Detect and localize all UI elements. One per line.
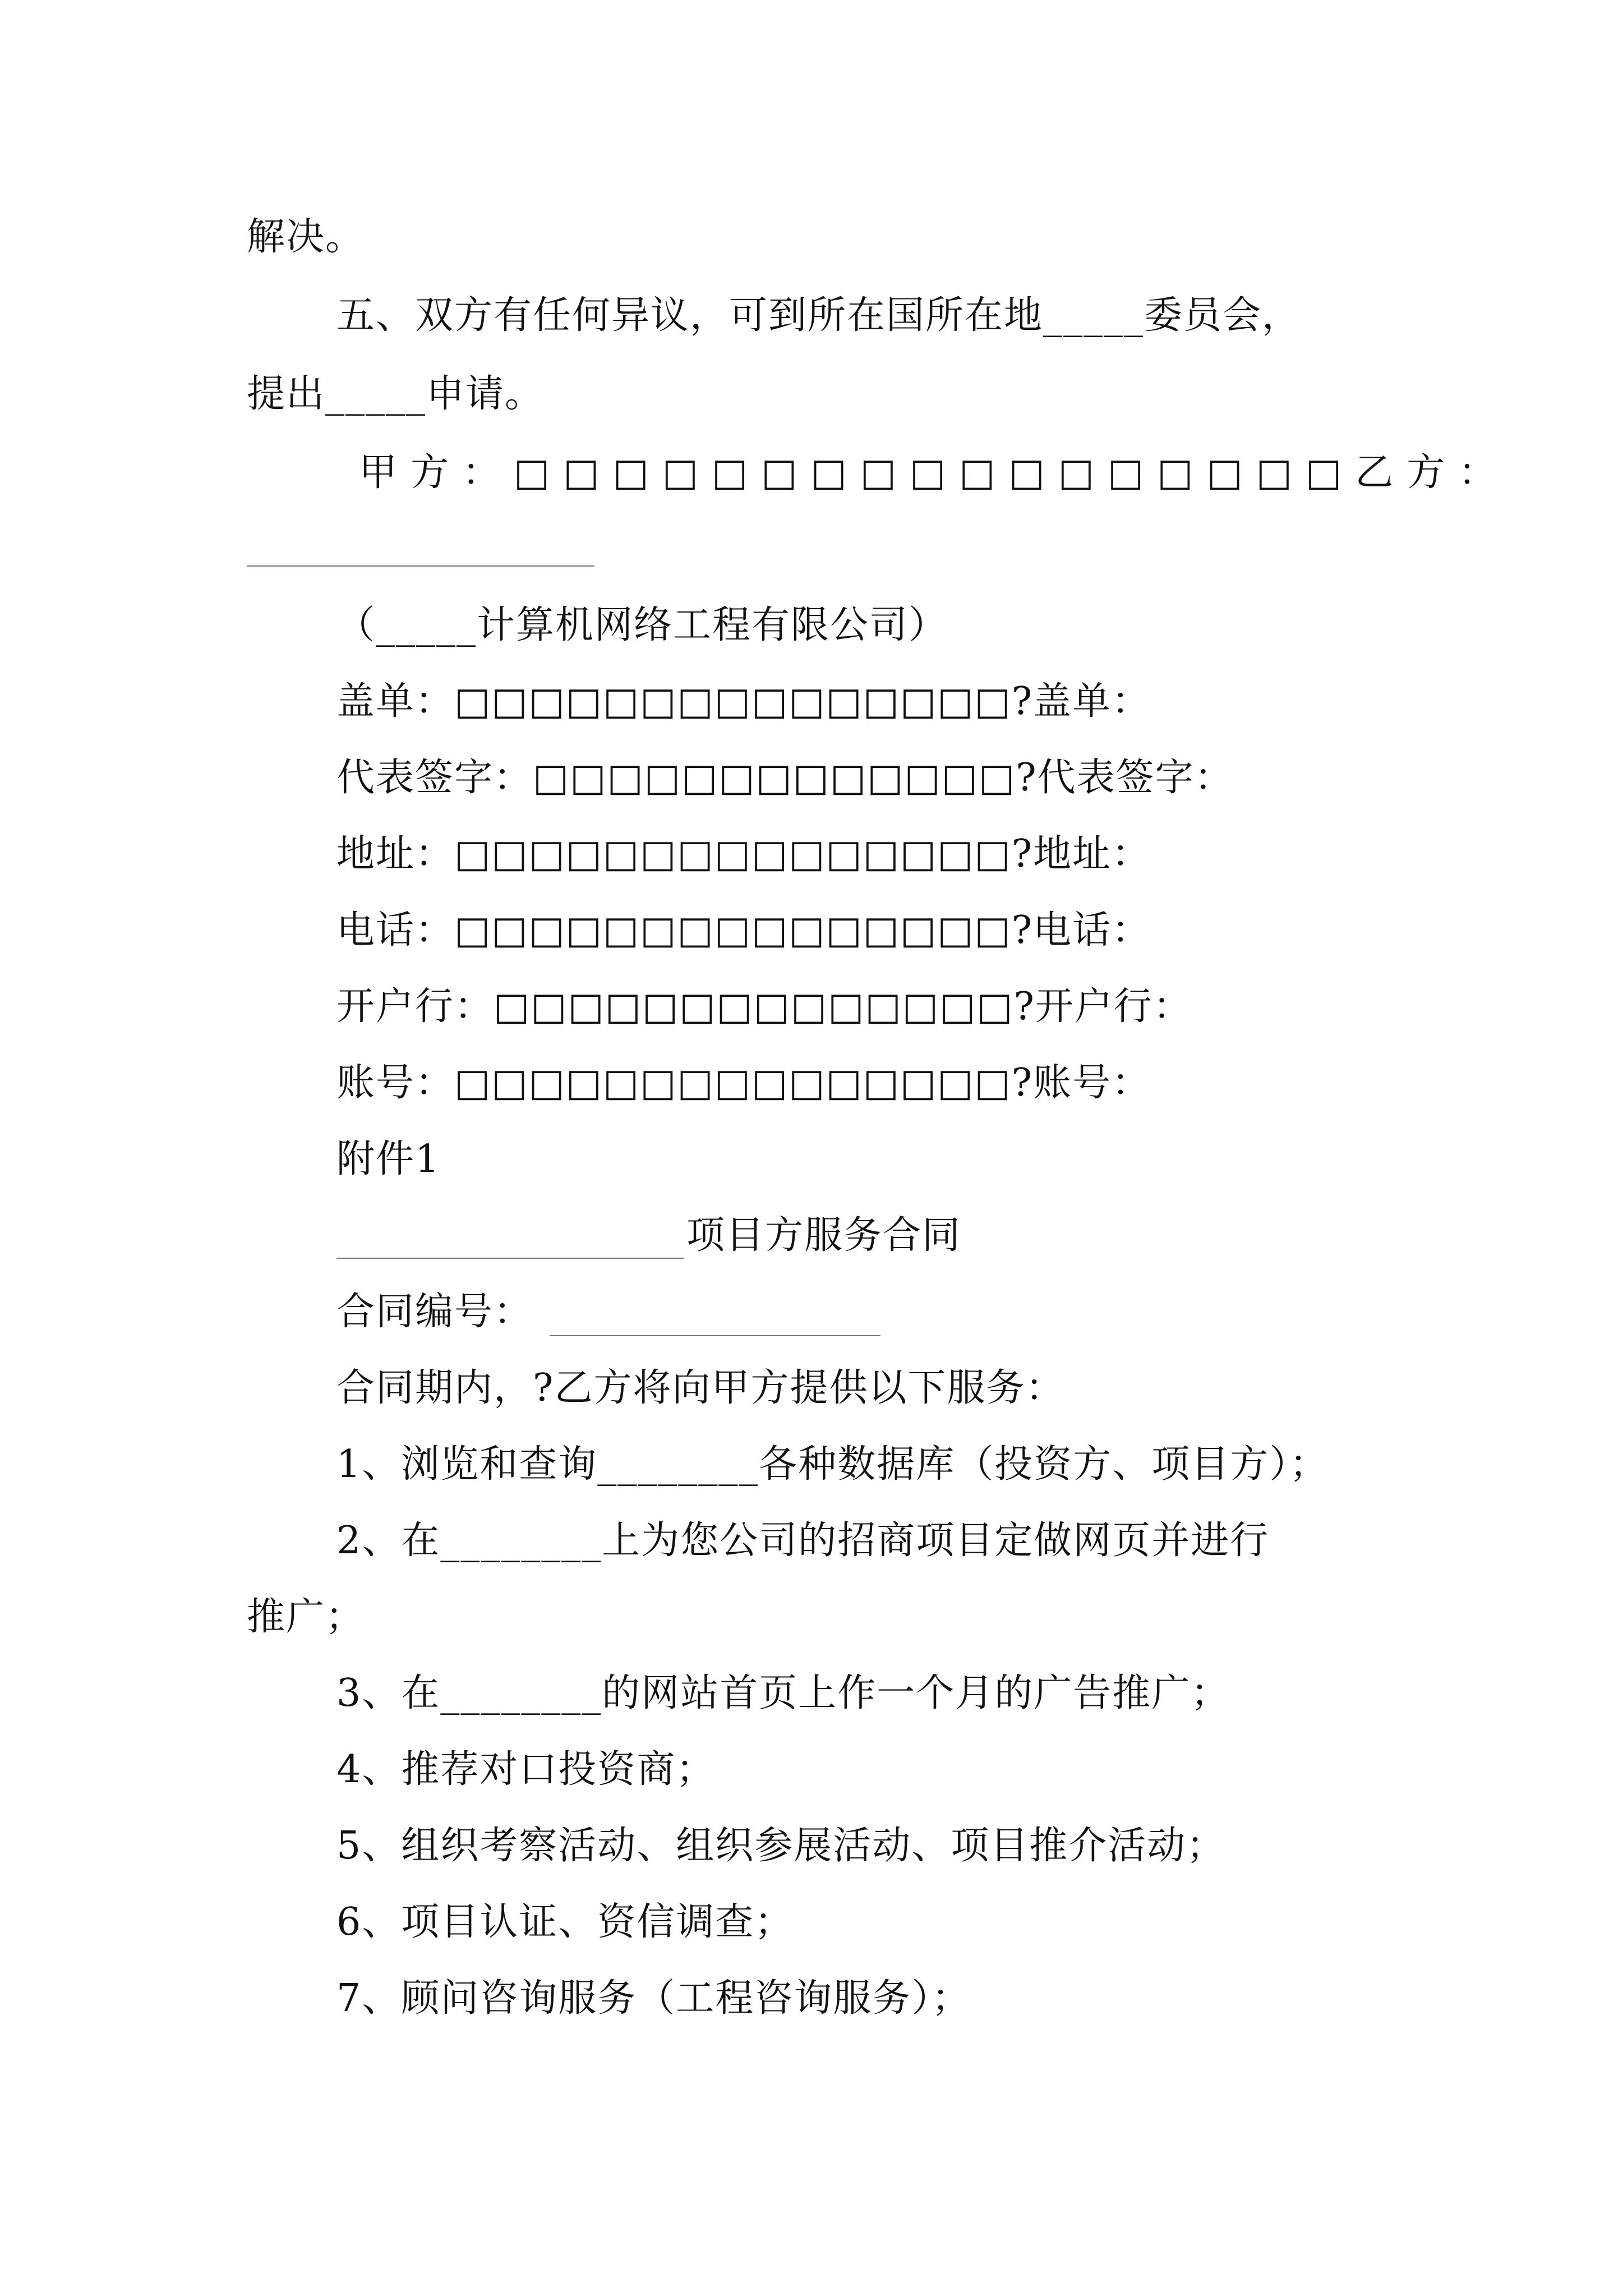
seal-line: 盖单：□□□□□□□□□□□□□□□?盖单：	[336, 679, 1151, 724]
bank-line: 开户行：□□□□□□□□□□□□□□?开户行：	[336, 984, 1192, 1029]
contract-title-blank-rule	[336, 1258, 684, 1259]
contract-number-label: 合同编号：	[336, 1290, 533, 1334]
contract-title: 项目方服务合同	[686, 1213, 962, 1258]
phone-line: 电话：□□□□□□□□□□□□□□□?电话：	[336, 908, 1151, 953]
service-intro-line: 合同期内，?乙方将向甲方提供以下服务：	[336, 1366, 1065, 1410]
service-item-6: 6、项目认证、资信调查；	[336, 1900, 794, 1944]
representative-signature-line: 代表签字：□□□□□□□□□□□□□?代表签字：	[336, 756, 1234, 800]
account-line: 账号：□□□□□□□□□□□□□□□?账号：	[336, 1061, 1151, 1105]
address-line: 地址：□□□□□□□□□□□□□□□?地址：	[336, 832, 1151, 876]
contract-number-blank-rule	[550, 1335, 880, 1336]
paragraph-line-3: 提出_____申请。	[247, 372, 545, 416]
service-item-1: 1、浏览和查询________各种数据库（投资方、项目方）；	[336, 1442, 1329, 1487]
signature-parties-line: 甲方：□□□□□□□□□□□□□□□□□乙方：	[359, 450, 1510, 495]
attachment-label: 附件1	[336, 1137, 441, 1181]
service-item-7: 7、顾问咨询服务（工程咨询服务）；	[336, 1976, 971, 2021]
service-item-2: 2、在________上为您公司的招商项目定做网页并进行	[336, 1519, 1270, 1563]
company-name-line: （_____计算机网络工程有限公司）	[336, 603, 948, 647]
service-item-4: 4、推荐对口投资商；	[336, 1747, 716, 1792]
paragraph-line-1: 解决。	[247, 215, 365, 259]
service-item-3: 3、在________的网站首页上作一个月的广告推广；	[336, 1671, 1230, 1715]
paragraph-line-2: 五、双方有任何异议，可到所在国所在地_____委员会，	[336, 293, 1302, 338]
signature-blank-rule	[247, 565, 594, 567]
service-item-5: 5、组织考察活动、组织参展活动、项目推介活动；	[336, 1824, 1226, 1868]
service-item-2-continued: 推广；	[247, 1595, 365, 1639]
